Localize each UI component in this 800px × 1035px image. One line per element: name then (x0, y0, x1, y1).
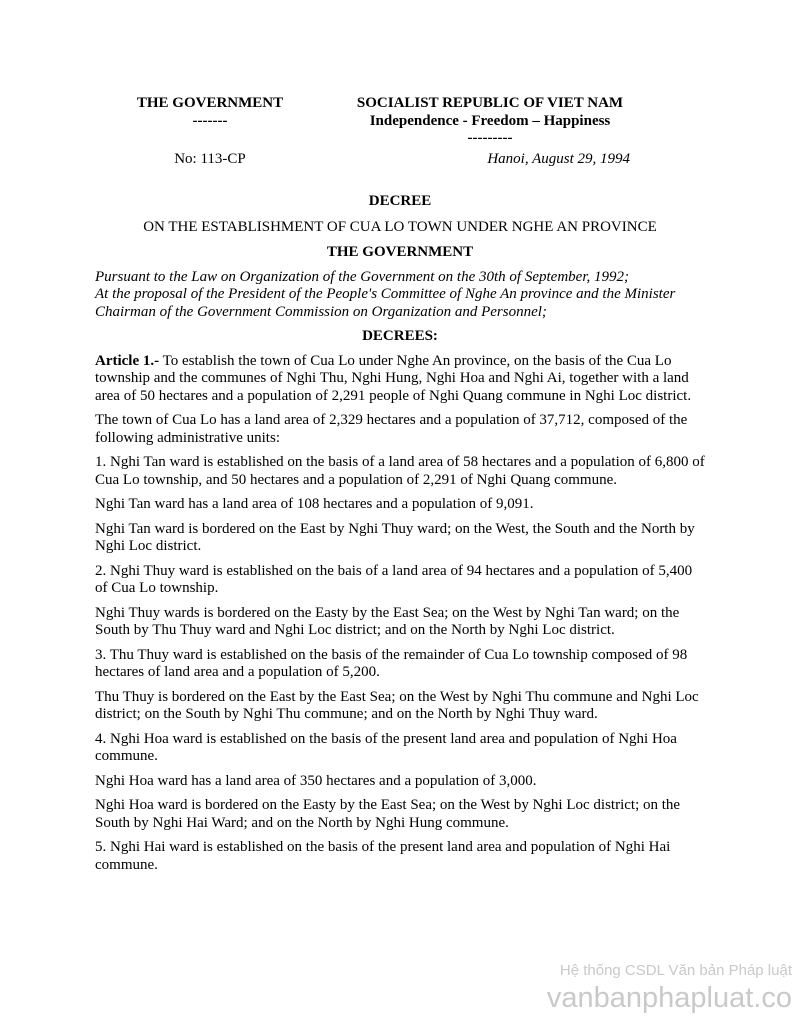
issuing-body-separator: ------- (192, 112, 228, 129)
paragraph: Nghi Hoa ward has a land area of 350 hectares and a population of 3,000. (95, 772, 537, 789)
national-title: SOCIALIST REPUBLIC OF VIET NAM (356, 95, 624, 111)
national-title-block (340, 95, 640, 148)
paragraph: Nghi Tan ward has a land area of 108 hectares and a population of 9,091. (95, 496, 534, 512)
article-1 (95, 353, 705, 406)
paragraph: The town of Cua Lo has a land area of 2,329 hectares and a population of 37,712, composed of the following administrative units: (95, 412, 688, 446)
article-1-label: Article 1.- (95, 352, 160, 369)
document-date: Hanoi, August 29, 1994 (487, 151, 630, 167)
issuing-body-title: THE GOVERNMENT (136, 95, 284, 111)
document-header (95, 95, 705, 171)
paragraph: Nghi Thuy wards is bordered on the Easty by the East Sea; on the West by Nghi Tan ward; on the South by Thu Thuy ward and Nghi Loc district; and on the North by Nghi Loc district. (95, 604, 680, 638)
paragraph: Nghi Hoa ward is bordered on the Easty by the East Sea; on the West by Nghi Loc district; on the South by Nghi Hai Ward; and on the North by Nghi Hung commune. (95, 797, 681, 831)
national-motto: Independence - Freedom – Happiness (369, 112, 611, 129)
preamble (95, 269, 705, 322)
watermark (547, 962, 792, 1016)
preamble-line: At the proposal of the President of the People's Committee of Nghe An province and the Minister Chairman of the Government Commission on Organization and Personnel; (95, 286, 676, 320)
watermark-line-1: Hệ thống CSDL Văn bản Pháp luật (559, 962, 792, 979)
paragraph: 4. Nghi Hoa ward is established on the basis of the present land area and population of Nghi Hoa commune. (95, 730, 677, 764)
document-number: No: 113-CP (174, 151, 246, 167)
paragraph: 3. Thu Thuy ward is established on the basis of the remainder of Cua Lo township composed of 98 hectares of land area and a population of 5,200. (95, 646, 688, 680)
national-separator: --------- (467, 130, 513, 146)
paragraph: 2. Nghi Thuy ward is established on the bais of a land area of 94 hectares and a population of 5,400 of Cua Lo township. (95, 562, 693, 596)
article-1-text: To establish the town of Cua Lo under Nghe An province, on the basis of the Cua Lo township and the communes of Nghi Thu, Nghi Hung, Nghi Hoa and Nghi Ai, together with a land area of 50 hectares and a population of 2,291 people of Nghi Quang commune in Nghi Loc district. (95, 352, 692, 404)
paragraph: Thu Thuy is bordered on the East by the East Sea; on the West by Nghi Thu commune and Nghi Loc district; on the South by Nghi Thu commune; and on the North by Nghi Thuy ward. (95, 688, 699, 722)
issuing-body-block (95, 95, 325, 130)
document-page (95, 95, 705, 874)
issuer-heading: THE GOVERNMENT (326, 244, 474, 260)
document-title: DECREE (368, 193, 432, 209)
document-subtitle: ON THE ESTABLISHMENT OF CUA LO TOWN UNDER NGHE AN PROVINCE (143, 218, 657, 235)
paragraph: 5. Nghi Hai ward is established on the basis of the present land area and population of Nghi Hai commune. (95, 839, 671, 873)
preamble-line: Pursuant to the Law on Organization of the Government on the 30th of September, 1992; (95, 268, 629, 285)
paragraph: Nghi Tan ward is bordered on the East by Nghi Thuy ward; on the West, the South and the North by Nghi Loc district. (95, 520, 695, 554)
paragraph: 1. Nghi Tan ward is established on the basis of a land area of 58 hectares and a population of 6,800 of Cua Lo township, and 50 hectares and a population of 2,291 of Nghi Quang commune. (95, 454, 705, 488)
decrees-heading: DECREES: (362, 328, 438, 344)
watermark-line-2: vanbanphapluat.co (546, 982, 792, 1014)
